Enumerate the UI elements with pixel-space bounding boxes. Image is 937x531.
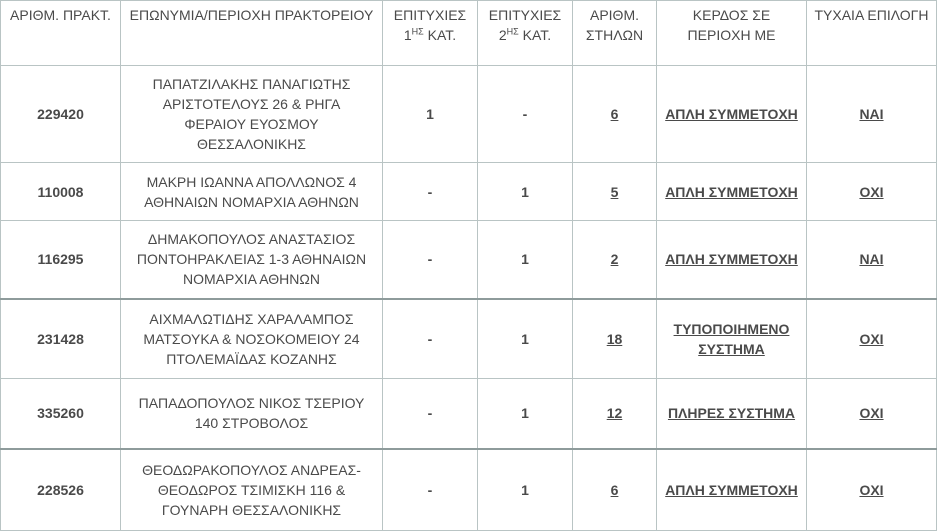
agency-name-line: ΘΕΟΔΩΡΑΚΟΠΟΥΛΟΣ ΑΝΔΡΕΑΣ-	[142, 461, 361, 478]
win-type-link[interactable]: ΑΠΛΗ ΣΥΜΜΕΤΟΧΗ	[665, 183, 798, 200]
agency-code-cell: 231428	[1, 299, 121, 379]
random-pick-cell	[807, 163, 937, 221]
table-row	[1, 221, 937, 299]
agency-name-line: ΜΑΤΣΟΥΚΑ & ΝΟΣΟΚΟΜΕΙΟΥ 24	[143, 330, 360, 347]
random-pick-cell	[807, 299, 937, 379]
columns-count-link[interactable]: 18	[606, 330, 623, 347]
agency-code-cell: 229420	[1, 66, 121, 163]
cat2-wins-cell: 1	[478, 163, 573, 221]
agency-name-line: ΠΟΝΤΟΗΡΑΚΛΕΙΑΣ 1-3 ΑΘΗΝΑΙΩΝ	[136, 251, 367, 268]
win-type-link[interactable]: ΑΠΛΗ ΣΥΜΜΕΤΟΧΗ	[665, 481, 798, 498]
win-type-line	[660, 249, 803, 269]
win-type-cell	[657, 66, 807, 163]
win-type-line	[660, 182, 803, 202]
header-random-pick: ΤΥΧΑΙΑ ΕΠΙΛΟΓΗ	[807, 1, 937, 66]
win-type-link[interactable]: ΑΠΛΗ ΣΥΜΜΕΤΟΧΗ	[665, 106, 798, 122]
cat1-wins-cell: 1	[383, 66, 478, 163]
agency-name-cell	[121, 66, 383, 163]
columns-count-cell	[573, 449, 657, 531]
header-agency-name: ΕΠΩΝΥΜΙΑ/ΠΕΡΙΟΧΗ ΠΡΑΚΤΟΡΕΙΟΥ	[121, 1, 383, 66]
win-type-cell	[657, 221, 807, 299]
cat1-wins-cell: -	[383, 221, 478, 299]
columns-count-link[interactable]: 12	[606, 405, 623, 422]
cat1-wins-cell: -	[383, 299, 478, 379]
win-type-cell	[657, 299, 807, 379]
cat1-wins-cell: -	[383, 449, 478, 531]
agency-name-line: ΜΑΚΡΗ ΙΩΑΝΝΑ ΑΠΟΛΛΩΝΟΣ 4	[146, 173, 357, 190]
win-type-link[interactable]: ΤΥΠΟΠΟΙΗΜΕΝΟ	[673, 320, 790, 337]
win-type-line	[660, 104, 803, 124]
table-row	[1, 299, 937, 379]
columns-count-cell	[573, 221, 657, 299]
cat2-wins-cell: 1	[478, 299, 573, 379]
agency-name-line: ΘΕΣΣΑΛΟΝΙΚΗΣ	[197, 136, 306, 152]
win-type-line	[660, 480, 803, 500]
agency-name-line: ΝΟΜΑΡΧΙΑ ΑΘΗΝΩΝ	[183, 271, 320, 288]
cat2-wins-cell: 1	[478, 379, 573, 449]
columns-count-link[interactable]: 6	[610, 106, 619, 122]
agency-name-line: ΠΤΟΛΕΜΑΪΔΑΣ ΚΟΖΑΝΗΣ	[166, 350, 337, 367]
table-row	[1, 449, 937, 531]
agency-name-line: ΓΟΥΝΑΡΗ ΘΕΣΣΑΛΟΝΙΚΗΣ	[161, 501, 342, 518]
columns-count-cell	[573, 66, 657, 163]
agency-code-cell: 110008	[1, 163, 121, 221]
table-row	[1, 66, 937, 163]
random-pick-link[interactable]: ΟΧΙ	[859, 330, 884, 347]
agency-code-cell: 228526	[1, 449, 121, 531]
agency-name-line: ΑΙΧΜΑΛΩΤΙΔΗΣ ΧΑΡΑΛΑΜΠΟΣ	[149, 310, 354, 327]
agency-name-line: ΦΕΡΑΙΟΥ ΕΥΟΣΜΟΥ	[184, 116, 319, 132]
cat1-wins-cell: -	[383, 163, 478, 221]
random-pick-cell	[807, 221, 937, 299]
header-cat2-wins: ΕΠΙΤΥΧΙΕΣ $2^{H\Sigma}$ ΚΑΤ.	[478, 1, 573, 66]
agency-name-cell	[121, 449, 383, 531]
win-type-link[interactable]: ΑΠΛΗ ΣΥΜΜΕΤΟΧΗ	[665, 251, 798, 268]
columns-count-link[interactable]: 5	[610, 183, 619, 200]
columns-count-link[interactable]: 6	[610, 481, 619, 498]
win-type-line	[660, 403, 803, 423]
win-type-line	[660, 339, 803, 359]
random-pick-link[interactable]: ΟΧΙ	[859, 183, 884, 200]
header-row	[1, 1, 937, 66]
agency-name-cell	[121, 299, 383, 379]
agency-name-line: ΘΕΟΔΩΡΟΣ ΤΣΙΜΙΣΚΗ 116 &	[157, 481, 346, 498]
columns-count-cell	[573, 163, 657, 221]
header-agency-code: ΑΡΙΘΜ. ΠΡΑΚΤ.	[1, 1, 121, 66]
win-type-link[interactable]: ΣΥΣΤΗΜΑ	[698, 340, 765, 357]
columns-count-link[interactable]: 2	[610, 251, 619, 268]
random-pick-cell	[807, 66, 937, 163]
agency-name-cell	[121, 379, 383, 449]
random-pick-cell	[807, 379, 937, 449]
random-pick-link[interactable]: ΟΧΙ	[859, 481, 884, 498]
cat2-wins-cell: -	[478, 66, 573, 163]
agency-name-line: ΔΗΜΑΚΟΠΟΥΛΟΣ ΑΝΑΣΤΑΣΙΟΣ	[147, 231, 356, 248]
agency-code-cell: 116295	[1, 221, 121, 299]
columns-count-cell	[573, 379, 657, 449]
win-type-cell	[657, 163, 807, 221]
win-type-cell	[657, 449, 807, 531]
cat2-wins-cell: 1	[478, 221, 573, 299]
columns-count-cell	[573, 299, 657, 379]
agency-name-cell	[121, 221, 383, 299]
agency-name-line: ΠΑΠΑΔΟΠΟΥΛΟΣ ΝΙΚΟΣ ΤΣΕΡΙΟΥ	[138, 395, 365, 412]
header-cat1-wins: ΕΠΙΤΥΧΙΕΣ $1^{H\Sigma}$ ΚΑΤ.	[383, 1, 478, 66]
random-pick-link[interactable]: ΝΑΙ	[859, 251, 884, 268]
agency-code-cell: 335260	[1, 379, 121, 449]
cat1-wins-cell: -	[383, 379, 478, 449]
agency-name-line: ΠΑΠΑΤΖΙΛΑΚΗΣ ΠΑΝΑΓΙΩΤΗΣ	[152, 76, 351, 92]
header-columns-count: ΑΡΙΘΜ. ΣΤΗΛΩΝ	[573, 1, 657, 66]
win-type-link[interactable]: ΠΛΗΡΕΣ ΣΥΣΤΗΜΑ	[667, 405, 796, 422]
random-pick-link[interactable]: ΟΧΙ	[859, 405, 884, 422]
header-win-type: ΚΕΡΔΟΣ ΣΕ ΠΕΡΙΟΧΗ ΜΕ	[657, 1, 807, 66]
agency-name-line: ΑΡΙΣΤΟΤΕΛΟΥΣ 26 & ΡΗΓΑ	[162, 96, 341, 112]
table-row	[1, 379, 937, 449]
random-pick-cell	[807, 449, 937, 531]
random-pick-link[interactable]: ΝΑΙ	[859, 106, 884, 122]
agency-name-line: 140 ΣΤΡΟΒΟΛΟΣ	[194, 415, 309, 432]
cat2-wins-cell: 1	[478, 449, 573, 531]
win-type-line	[660, 319, 803, 339]
win-type-cell	[657, 379, 807, 449]
agency-name-line: ΑΘΗΝΑΙΩΝ ΝΟΜΑΡΧΙΑ ΑΘΗΝΩΝ	[144, 193, 359, 210]
agency-name-cell	[121, 163, 383, 221]
table-row	[1, 163, 937, 221]
